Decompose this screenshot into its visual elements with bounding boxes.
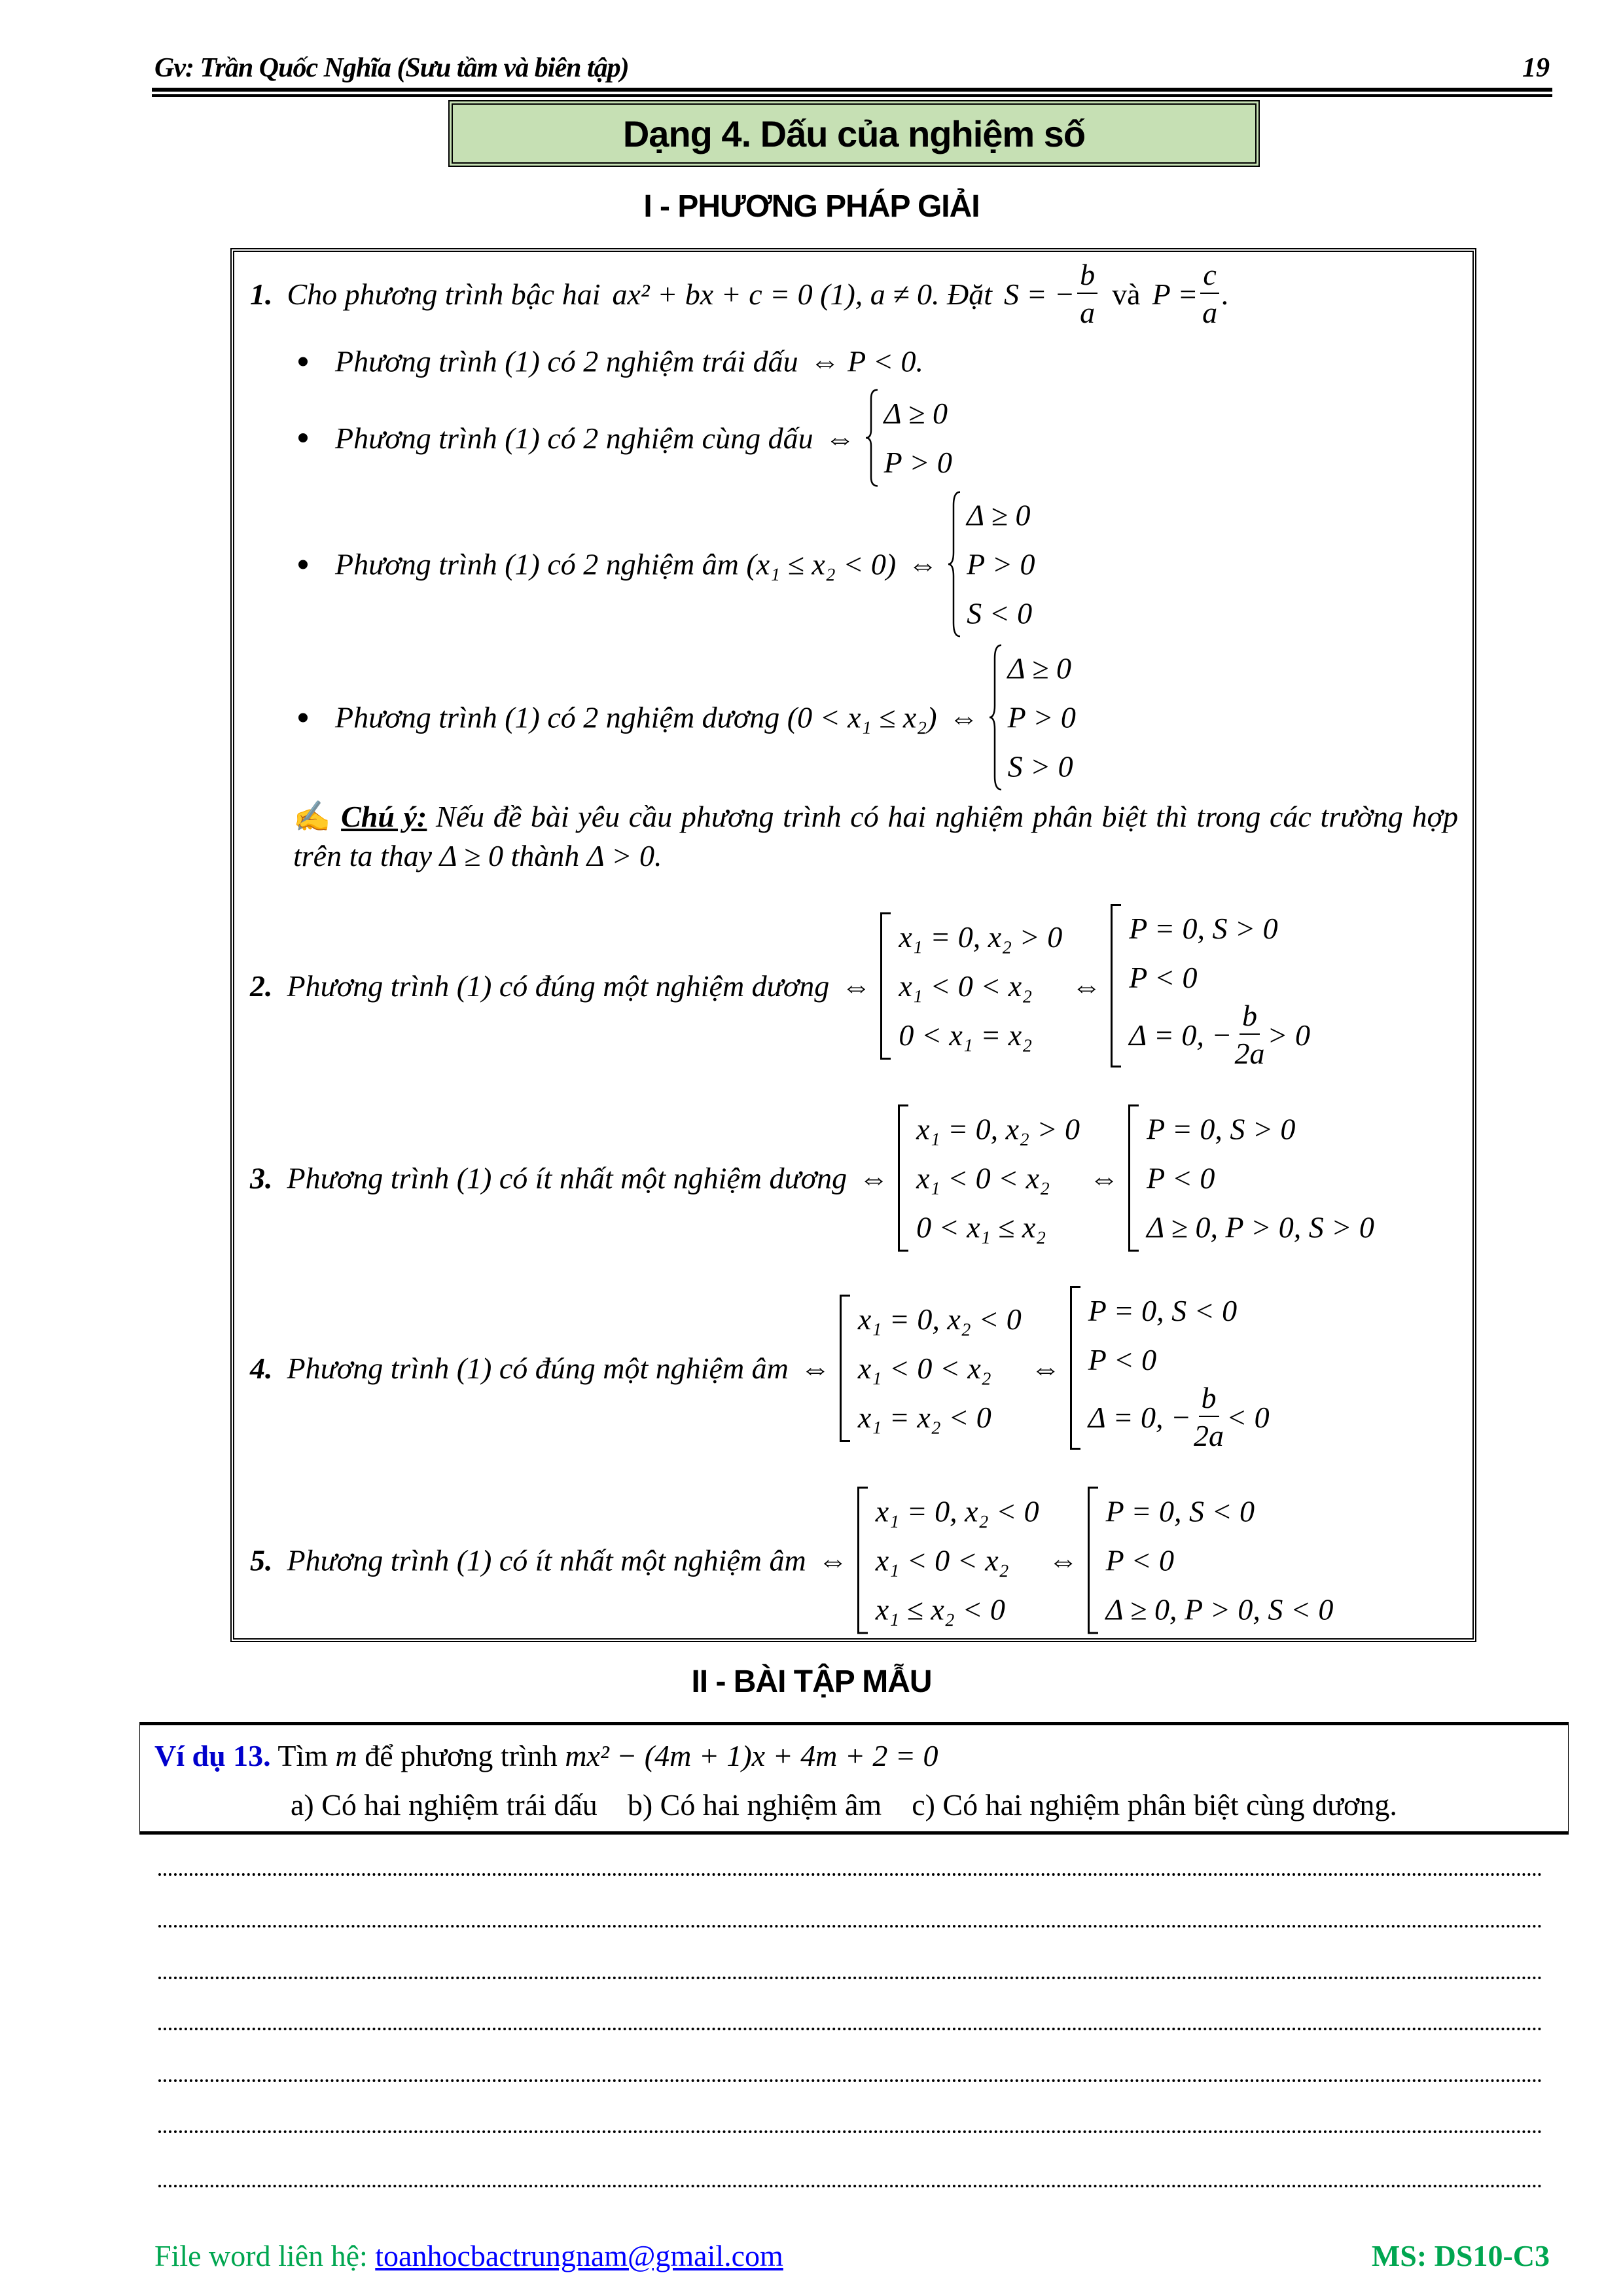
contact-label: File word liên hệ: xyxy=(154,2239,368,2272)
item-number: 4. xyxy=(250,1351,273,1385)
system-line: x₁ = 0, x₂ < 0 xyxy=(875,1494,1039,1528)
header-divider xyxy=(152,88,1552,97)
coefficient-cases xyxy=(1088,1487,1334,1634)
system-line: x₁ = x₂ < 0 xyxy=(857,1400,991,1434)
coefficient-cases xyxy=(1070,1286,1270,1450)
bullet-text: Phương trình (1) có 2 nghiệm trái dấu xyxy=(335,344,798,378)
numerator: b xyxy=(1077,260,1097,294)
system-line: x₁ < 0 < x₂ xyxy=(857,1351,991,1385)
system-line: x₁ < 0 < x₂ xyxy=(875,1543,1009,1577)
bullet-icon xyxy=(298,357,308,366)
system-line: S > 0 xyxy=(1007,749,1073,783)
item-number: 3. xyxy=(250,1161,273,1195)
bullet-two-positive xyxy=(298,644,1085,791)
system-line: x₁ = 0, x₂ > 0 xyxy=(916,1112,1080,1146)
contact-email-link[interactable]: toanhocbactrungnam@gmail.com xyxy=(375,2239,783,2272)
example-variable: m xyxy=(335,1739,357,1772)
denominator: 2a xyxy=(1234,1037,1265,1070)
curly-brace-icon xyxy=(865,389,879,487)
part-c: c) Có hai nghiệm phân biệt cùng dương. xyxy=(912,1788,1397,1821)
example-equation: mx² − (4m + 1)x + 4m + 2 = 0 xyxy=(565,1739,938,1772)
system-line: 0 < x₁ = x₂ xyxy=(899,1018,1033,1052)
example-parts xyxy=(291,1787,1397,1822)
equivalence-symbol: ⇔ xyxy=(1030,1351,1061,1385)
example-text: Tìm xyxy=(277,1739,329,1772)
equivalence-symbol: ⇔ xyxy=(841,969,872,1003)
bullet-same-signs xyxy=(298,389,961,487)
condition-system xyxy=(988,644,1076,791)
equivalence-symbol: ⇔ xyxy=(1089,1161,1120,1195)
curly-brace-icon xyxy=(988,644,1003,791)
system-line: x₁ ≤ x₂ < 0 xyxy=(875,1592,1005,1626)
part-b: b) Có hai nghiệm âm xyxy=(627,1788,882,1821)
equivalence-symbol: ⇔ xyxy=(908,547,938,581)
section-heading-examples: II - BÀI TẬP MẪU xyxy=(691,1664,932,1699)
system-line xyxy=(1088,1381,1270,1452)
bullet-condition: ⇔ P < 0. xyxy=(810,344,923,378)
system-line: S < 0 xyxy=(967,596,1033,630)
square-bracket-icon xyxy=(1111,904,1121,1067)
equivalence-symbol: ⇔ xyxy=(817,1543,848,1577)
system-line: x₁ = 0, x₂ > 0 xyxy=(899,920,1063,954)
item-number: 5. xyxy=(250,1543,273,1577)
system-lines xyxy=(967,491,1035,638)
answer-line[interactable] xyxy=(158,2079,1543,2082)
equivalence-symbol: ⇔ xyxy=(800,1351,830,1385)
system-lines xyxy=(1129,904,1311,1070)
system-line: x₁ < 0 < x₂ xyxy=(916,1161,1050,1195)
system-line: P > 0 xyxy=(1007,700,1076,734)
note-text: Nếu đề bài yêu cầu phương trình có hai nghiệm phân biệt thì trong các trường hợp trên ta thay Δ ≥ 0 thành Δ > 0. xyxy=(293,800,1459,872)
condition-system xyxy=(865,389,952,487)
system-line: P < 0 xyxy=(1147,1161,1215,1195)
square-bracket-icon xyxy=(1070,1286,1080,1450)
line-suffix: < 0 xyxy=(1226,1400,1270,1434)
system-lines xyxy=(884,389,952,487)
fraction-c-a xyxy=(1200,260,1219,328)
writing-hand-icon: ✍ xyxy=(293,800,332,833)
s-definition: S = − xyxy=(1004,277,1075,311)
system-line: P < 0 xyxy=(1105,1543,1174,1577)
example-box xyxy=(139,1722,1569,1835)
system-line: P = 0, S > 0 xyxy=(1147,1112,1296,1146)
bullet-icon xyxy=(298,433,308,442)
bullet-text: Phương trình (1) có 2 nghiệm dương (0 < x₁ ≤ x₂) xyxy=(335,700,937,734)
system-line: Δ ≥ 0, P > 0, S > 0 xyxy=(1147,1210,1374,1244)
system-line: Δ ≥ 0 xyxy=(967,498,1031,532)
coefficient-cases xyxy=(1111,904,1311,1070)
example-label: Ví dụ 13. xyxy=(154,1739,271,1772)
system-lines xyxy=(1008,644,1076,791)
system-line: P < 0 xyxy=(1129,961,1198,994)
bullet-icon xyxy=(298,560,308,569)
bullet-text: Phương trình (1) có 2 nghiệm âm (x₁ ≤ x₂ < 0) xyxy=(335,547,897,581)
section-title-box xyxy=(448,100,1260,167)
method-item-4 xyxy=(250,1286,1279,1450)
method-item-1 xyxy=(250,260,1229,328)
item-text: Phương trình (1) có ít nhất một nghiệm dương xyxy=(287,1161,847,1195)
answer-line[interactable] xyxy=(158,2185,1543,2187)
line-suffix: > 0 xyxy=(1267,1018,1311,1052)
system-lines xyxy=(1106,1487,1334,1634)
square-bracket-icon xyxy=(1128,1105,1139,1252)
numerator: b xyxy=(1240,1001,1260,1035)
system-lines xyxy=(1088,1286,1270,1450)
system-line: Δ ≥ 0 xyxy=(1007,651,1071,685)
root-cases xyxy=(840,1295,1022,1442)
note-label: Chú ý: xyxy=(341,800,427,833)
answer-line[interactable] xyxy=(158,2028,1543,2030)
page-number: 19 xyxy=(1522,53,1550,83)
item-text: Phương trình (1) có ít nhất một nghiệm âm xyxy=(287,1543,806,1577)
system-line: 0 < x₁ ≤ x₂ xyxy=(916,1210,1046,1244)
fraction xyxy=(1194,1383,1224,1451)
denominator: 2a xyxy=(1194,1419,1224,1452)
answer-line[interactable] xyxy=(158,1925,1543,1928)
root-cases xyxy=(857,1487,1039,1634)
system-line: P > 0 xyxy=(883,446,952,479)
numerator: b xyxy=(1199,1383,1219,1417)
section-heading-method: I - PHƯƠNG PHÁP GIẢI xyxy=(643,189,980,224)
answer-line[interactable] xyxy=(158,2130,1543,2133)
bullet-icon xyxy=(298,713,308,722)
fraction-b-a xyxy=(1077,260,1097,328)
equivalence-symbol: ⇔ xyxy=(825,421,855,455)
system-line: Δ ≥ 0 xyxy=(883,397,948,430)
answer-line[interactable] xyxy=(158,1873,1543,1876)
method-item-2 xyxy=(250,904,1319,1070)
denominator: a xyxy=(1080,296,1096,329)
coefficient-cases xyxy=(1128,1105,1374,1252)
equivalence-symbol: ⇔ xyxy=(948,700,979,734)
system-line: x₁ < 0 < x₂ xyxy=(899,969,1033,1003)
footer-contact xyxy=(154,2238,783,2273)
system-lines xyxy=(899,912,1062,1060)
denominator: a xyxy=(1202,296,1218,329)
method-item-5 xyxy=(250,1487,1342,1634)
system-line xyxy=(1129,999,1311,1070)
system-line: P = 0, S < 0 xyxy=(1105,1494,1255,1528)
fraction xyxy=(1234,1001,1264,1069)
square-bracket-icon xyxy=(880,912,891,1060)
root-cases xyxy=(880,912,1062,1060)
condition-system xyxy=(947,491,1035,638)
system-lines xyxy=(916,1105,1080,1252)
item-text: Cho phương trình bậc hai xyxy=(287,277,601,311)
bullet-text: Phương trình (1) có 2 nghiệm cùng dấu xyxy=(335,421,813,455)
curly-brace-icon xyxy=(947,491,961,638)
example-question xyxy=(154,1738,938,1773)
square-bracket-icon xyxy=(898,1105,908,1252)
system-line: P < 0 xyxy=(1088,1343,1157,1376)
example-text-2: để phương trình xyxy=(365,1739,558,1772)
line-prefix: Δ = 0, − xyxy=(1088,1400,1192,1434)
and-word: và xyxy=(1112,277,1141,311)
item-text: Phương trình (1) có đúng một nghiệm dương xyxy=(287,969,830,1003)
method-item-3 xyxy=(250,1105,1383,1252)
note xyxy=(293,797,1458,876)
system-line: x₁ = 0, x₂ < 0 xyxy=(857,1302,1022,1336)
header-author: Gv: Trần Quốc Nghĩa (Sưu tầm và biên tập) xyxy=(154,53,629,83)
equivalence-symbol: ⇔ xyxy=(859,1161,889,1195)
document-code: MS: DS10-C3 xyxy=(1371,2239,1550,2272)
system-line: P = 0, S > 0 xyxy=(1129,912,1278,945)
equivalence-symbol: ⇔ xyxy=(1071,969,1102,1003)
square-bracket-icon xyxy=(1088,1487,1098,1634)
item-text: Phương trình (1) có đúng một nghiệm âm xyxy=(287,1351,789,1385)
bullet-opposite-signs xyxy=(298,344,923,379)
system-lines xyxy=(858,1295,1022,1442)
system-line: P > 0 xyxy=(967,547,1035,581)
period: . xyxy=(1221,277,1230,311)
square-bracket-icon xyxy=(840,1295,850,1442)
page-title: Dạng 4. Dấu của nghiệm số xyxy=(622,113,1086,154)
item-number: 2. xyxy=(250,969,273,1003)
part-a: a) Có hai nghiệm trái dấu xyxy=(291,1788,597,1821)
system-lines xyxy=(1147,1105,1374,1252)
p-definition: P = xyxy=(1152,277,1198,311)
square-bracket-icon xyxy=(857,1487,868,1634)
system-lines xyxy=(876,1487,1039,1634)
line-prefix: Δ = 0, − xyxy=(1129,1018,1232,1052)
item-number: 1. xyxy=(250,277,273,311)
system-line: Δ ≥ 0, P > 0, S < 0 xyxy=(1105,1592,1334,1626)
system-line: P = 0, S < 0 xyxy=(1088,1294,1238,1327)
equivalence-symbol: ⇔ xyxy=(1048,1543,1079,1577)
item-equation: ax² + bx + c = 0 (1), a ≠ 0. Đặt xyxy=(612,277,993,311)
numerator: c xyxy=(1200,260,1219,294)
root-cases xyxy=(898,1105,1080,1252)
bullet-two-negative xyxy=(298,491,1044,638)
answer-line[interactable] xyxy=(158,1977,1543,1979)
